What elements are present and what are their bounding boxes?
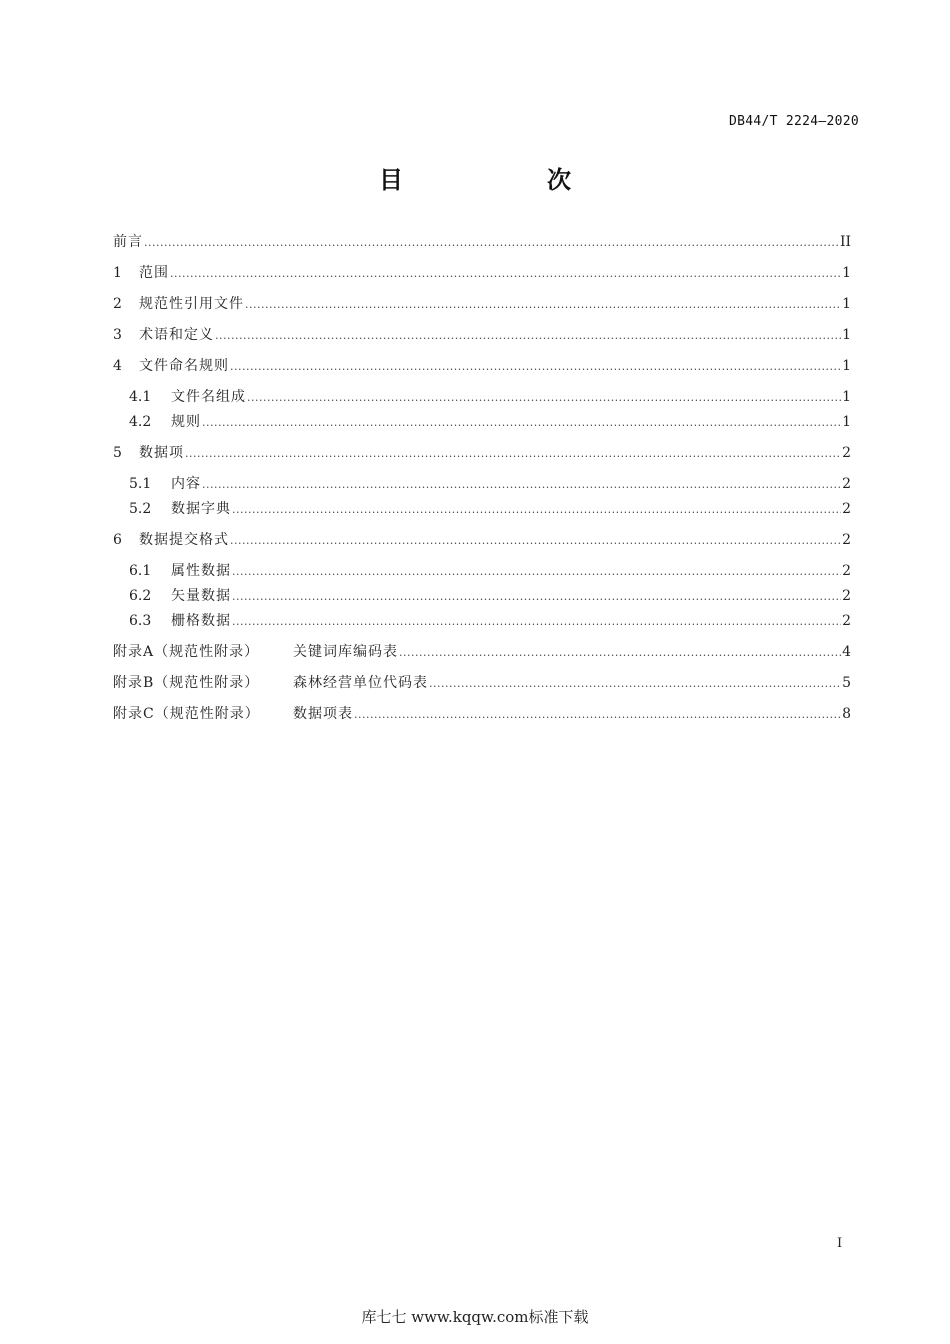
toc-entry[interactable]	[129, 474, 851, 494]
toc-entry-title: 术语和定义	[139, 327, 214, 343]
toc-entry[interactable]	[113, 232, 851, 252]
toc-entry[interactable]	[129, 561, 851, 581]
toc-entry-title: 范围	[139, 265, 169, 281]
toc-entry-number: 2	[113, 296, 122, 312]
toc-entry-number: 6	[113, 532, 122, 548]
toc-dot-leader	[232, 562, 841, 582]
toc-entry-number: 5.2	[129, 501, 152, 517]
toc-entry-page: 2	[842, 563, 851, 579]
toc-entry[interactable]	[113, 325, 851, 345]
toc-entry-page: 8	[842, 706, 851, 722]
toc-dot-leader	[429, 674, 841, 694]
toc-entry[interactable]	[113, 642, 851, 662]
toc-entry-page: 1	[842, 358, 851, 374]
toc-entry-title: 前言	[113, 234, 143, 250]
toc-entry-page: 2	[842, 532, 851, 548]
toc-dot-leader	[215, 326, 841, 346]
toc-entry[interactable]	[113, 530, 851, 550]
toc-entry[interactable]	[129, 586, 851, 606]
toc-entry-title: 关键词库编码表	[293, 644, 398, 660]
page-number: I	[837, 1236, 843, 1251]
toc-entry-page: 5	[842, 675, 851, 691]
toc-entry-page: 2	[842, 476, 851, 492]
toc-entry-title: 规范性引用文件	[139, 296, 244, 312]
toc-entry-page: 2	[842, 445, 851, 461]
toc-entry-page: 2	[842, 501, 851, 517]
toc-entry-page: 1	[842, 389, 851, 405]
toc-entry-title: 规则	[171, 414, 201, 430]
toc-dot-leader	[232, 500, 841, 520]
standard-code: DB44/T 2224—2020	[728, 114, 859, 129]
toc-entry[interactable]	[113, 263, 851, 283]
toc-entry-number: 1	[113, 265, 122, 281]
toc-entry[interactable]	[129, 387, 851, 407]
toc-dot-leader	[170, 264, 841, 284]
toc-entry-title: 数据提交格式	[139, 532, 229, 548]
toc-entry[interactable]	[129, 412, 851, 432]
toc-dot-leader	[144, 233, 839, 253]
toc-entry[interactable]	[113, 294, 851, 314]
toc-entry-page: 2	[842, 613, 851, 629]
toc-entry-title: 矢量数据	[171, 588, 231, 604]
toc-dot-leader	[202, 475, 841, 495]
toc-entry-number: 6.3	[129, 613, 152, 629]
toc-entry-title: 文件名组成	[171, 389, 246, 405]
toc-entry[interactable]	[113, 673, 851, 693]
toc-dot-leader	[230, 531, 841, 551]
toc-entry-title: 栅格数据	[171, 613, 231, 629]
toc-dot-leader	[185, 444, 841, 464]
page-title: 目 次	[379, 166, 631, 194]
toc-entry-number: 6.2	[129, 588, 152, 604]
toc-dot-leader	[354, 705, 841, 725]
toc-entry-number: 4	[113, 358, 122, 374]
toc-dot-leader	[247, 388, 841, 408]
toc-entry-title: 内容	[171, 476, 201, 492]
toc-entry-page: 2	[842, 588, 851, 604]
toc-dot-leader	[245, 295, 841, 315]
toc-entry[interactable]	[129, 611, 851, 631]
toc-dot-leader	[230, 357, 841, 377]
toc-entry-number: 6.1	[129, 563, 152, 579]
toc-entry[interactable]	[113, 443, 851, 463]
toc-appendix-label: 附录A（规范性附录）	[113, 644, 260, 660]
toc-entry-page: 1	[842, 414, 851, 430]
toc-entry-number: 5.1	[129, 476, 152, 492]
toc-appendix-label: 附录B（规范性附录）	[113, 675, 260, 691]
toc-entry[interactable]	[113, 356, 851, 376]
toc-dot-leader	[232, 587, 841, 607]
toc-entry-title: 文件命名规则	[139, 358, 229, 374]
toc-entry-page: II	[839, 234, 851, 250]
toc-entry-page: 1	[842, 296, 851, 312]
toc-entry[interactable]	[113, 704, 851, 724]
toc-entry-page: 1	[842, 265, 851, 281]
footer-watermark: 库七七 www.kqqw.com标准下载	[361, 1308, 589, 1326]
toc-entry-number: 3	[113, 327, 122, 343]
toc-entry-title: 数据项表	[293, 706, 353, 722]
toc-entry-page: 1	[842, 327, 851, 343]
toc-entry-page: 4	[842, 644, 851, 660]
toc-dot-leader	[232, 612, 841, 632]
toc-entry-title: 数据项	[139, 445, 184, 461]
toc-entry-number: 4.2	[129, 414, 152, 430]
toc-entry-number: 4.1	[129, 389, 152, 405]
toc-entry[interactable]	[129, 499, 851, 519]
toc-entry-number: 5	[113, 445, 122, 461]
toc-dot-leader	[202, 413, 841, 433]
toc-entry-title: 森林经营单位代码表	[293, 675, 428, 691]
toc-dot-leader	[399, 643, 841, 663]
toc-appendix-label: 附录C（规范性附录）	[113, 706, 260, 722]
toc-entry-title: 属性数据	[171, 563, 231, 579]
toc-entry-title: 数据字典	[171, 501, 231, 517]
